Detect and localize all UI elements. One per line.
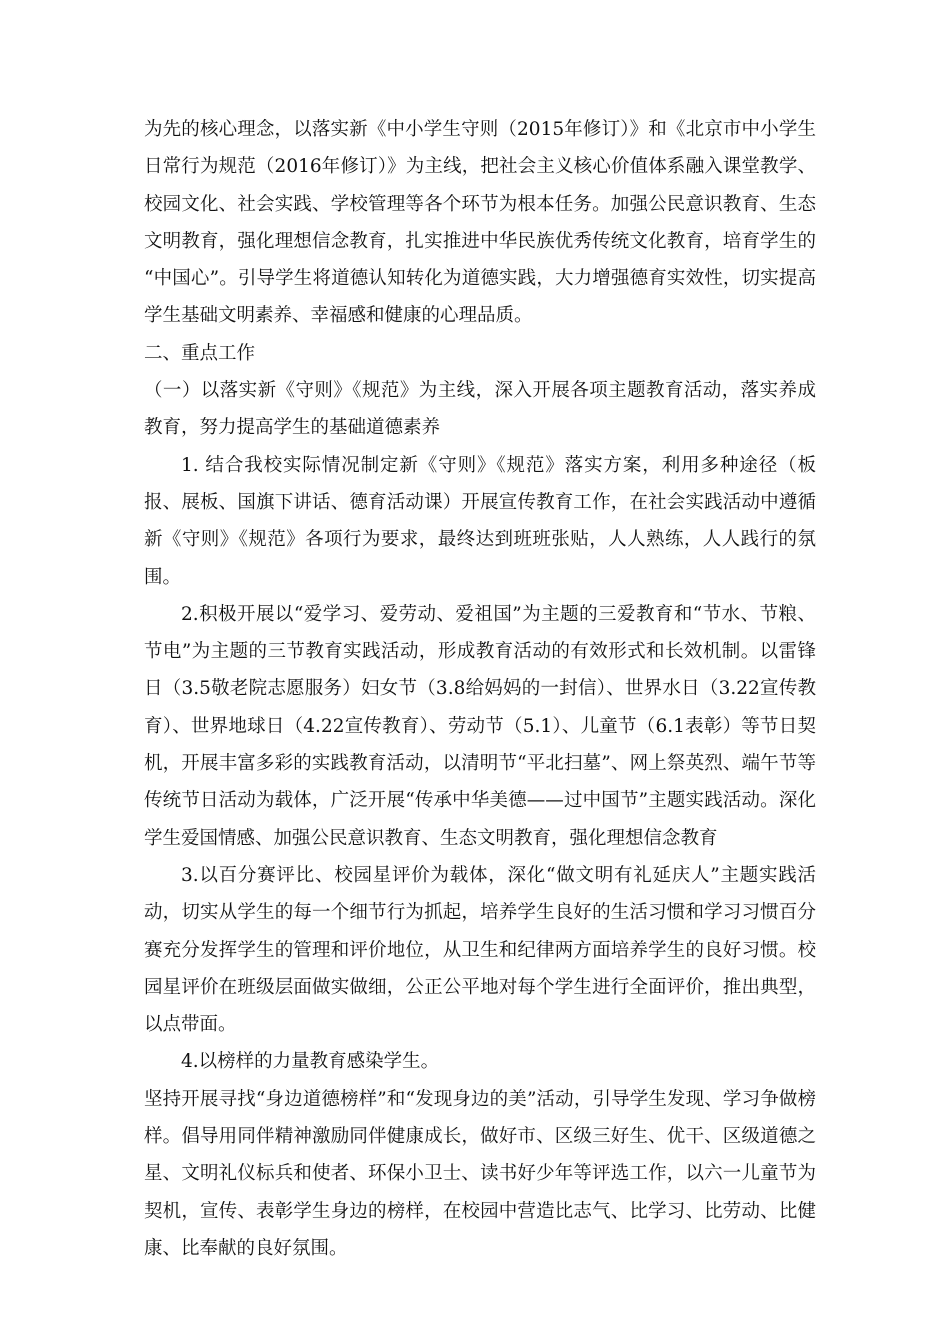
section-heading-key-work: 二、重点工作: [144, 342, 256, 364]
subsection-heading-1: （一）以落实新《守则》《规范》为主线，深入开展各项主题教育活动，落实养成教育，努力提高学生的基础道德素养: [144, 380, 816, 439]
list-item-3: 3.以百分赛评比、校园星评价为载体，深化“做文明有礼延庆人”主题实践活动，切实从学生的每一个细节行为抓起，培养学生良好的生活习惯和学习习惯百分赛充分发挥学生的管理和评价地位，从卫生和纪律两方面培养学生的良好习惯。校园星评价在班级层面做实做细，公正公平地对每个学生进行全面评价，推出典型，以点带面。: [144, 864, 816, 1036]
paragraph-role-models: 坚持开展寻找“身边道德榜样”和“发现身边的美”活动，引导学生发现、学习争做榜样。倡导用同伴精神激励同伴健康成长，做好市、区级三好生、优干、区级道德之星、文明礼仪标兵和使者、环保小卫士、读书好少年等评选工作，以六一儿童节为契机，宣传、表彰学生身边的榜样，在校园中营造比志气、比学习、比劳动、比健康、比奉献的良好氛围。: [144, 1088, 816, 1259]
list-item-2: 2.积极开展以“爱学习、爱劳动、爱祖国”为主题的三爱教育和“节水、节粮、节电”为主题的三节教育实践活动，形成教育活动的有效形式和长效机制。以雷锋日（3.5敬老院志愿服务）妇女节（3.8给妈妈的一封信）、世界水日（3.22宣传教育）、世界地球日（4.22宣传教育）、劳动节（5.1）、儿童节（6.1表彰）等节日契机，开展丰富多彩的实践教育活动，以清明节“平北扫墓”、网上祭英烈、端午节等传统节日活动为载体，广泛开展“传承中华美德——过中国节”主题实践活动。深化学生爱国情感、加强公民意识教育、生态文明教育，强化理想信念教育: [144, 603, 816, 849]
list-item-4: 4.以榜样的力量教育感染学生。: [181, 1051, 440, 1073]
list-item-1: 1. 结合我校实际情况制定新《守则》《规范》落实方案，利用多种途径（板报、展板、国旗下讲话、德育活动课）开展宣传教育工作，在社会实践活动中遵循新《守则》《规范》各项行为要求，最终达到班班张贴，人人熟练，人人践行的氛围。: [144, 454, 816, 588]
paragraph-core-concept: 为先的核心理念，以落实新《中小学生守则（2015年修订）》和《北京市中小学生日常行为规范（2016年修订）》为主线，把社会主义核心价值体系融入课堂教学、校园文化、社会实践、学校管理等各个环节为根本任务。加强公民意识教育、生态文明教育，强化理想信念教育，扎实推进中华民族优秀传统文化教育，培育学生的 “中国心”。引导学生将道德认知转化为道德实践，大力增强德育实效性，切实提高学生基础文明素养、幸福感和健康的心理品质。: [144, 119, 816, 327]
document-body: [144, 111, 816, 1267]
